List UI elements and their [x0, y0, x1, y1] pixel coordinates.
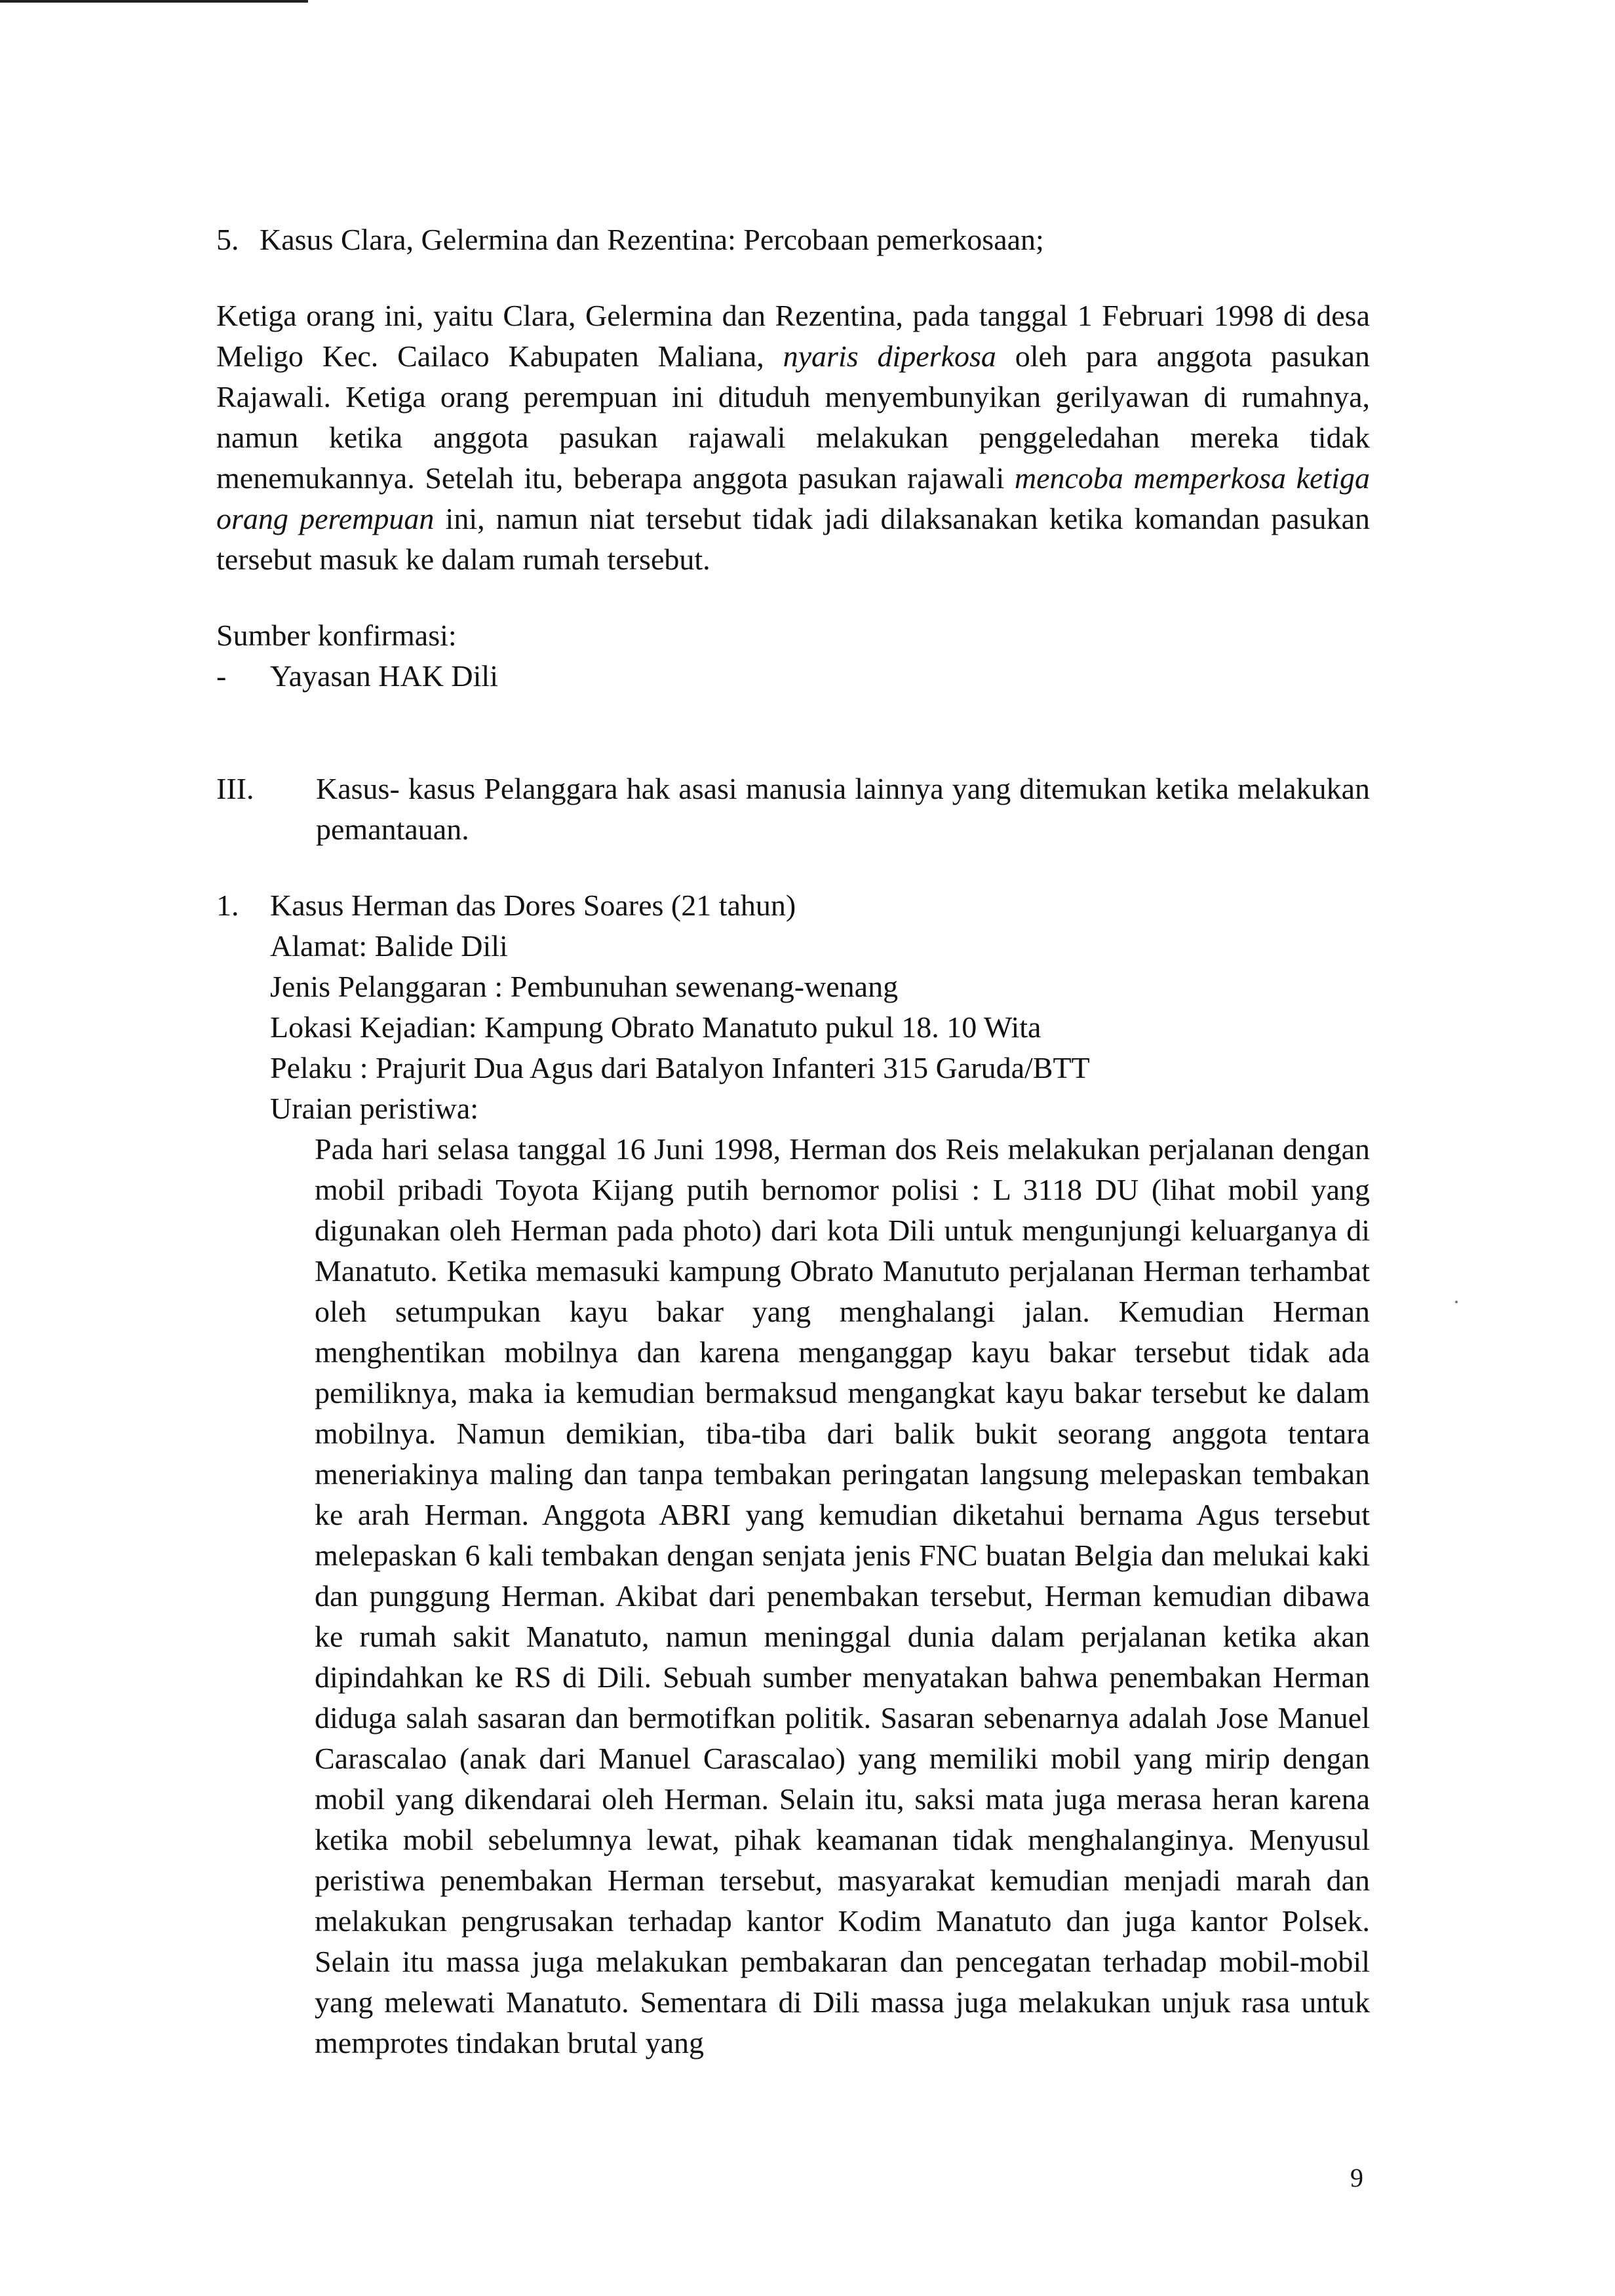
case-1-address: Alamat: Balide Dili	[270, 929, 508, 963]
section-3-numeral: III.	[216, 772, 254, 805]
case-1-narrative: Pada hari selasa tanggal 16 Juni 1998, Herman dos Reis melakukan perjalanan dengan mobil pribadi Toyota Kijang putih bernomor polisi : L 3118 DU (lihat mobil yang digunakan oleh Herman pada photo) dari kota Dili untuk mengunjungi keluarganya di Manatuto. Ketika memasuki kampung Obrato Manututo perjalanan Herman terhambat oleh setumpukan kayu bakar yang menghalangi jalan. Kemudian Herman menghentikan mobilnya dan karena menganggap kayu bakar tersebut tidak ada pemiliknya, maka ia kemudian bermaksud mengangkat kayu bakar tersebut ke dalam mobilnya. Namun demikian, tiba-tiba dari balik bukit seorang anggota tentara meneriakinya maling dan tanpa tembakan peringatan langsung melepaskan tembakan ke arah Herman. Anggota ABRI yang kemudian diketahui bernama Agus tersebut melepaskan 6 kali tembakan dengan senjata jenis FNC buatan Belgia dan melukai kaki dan punggung Herman. Akibat dari penembakan tersebut, Herman kemudian dibawa ke rumah sakit Manatuto, namun meninggal dunia dalam perjalanan ketika akan dipindahkan ke RS di Dili. Sebuah sumber menyatakan bahwa penembakan Herman diduga salah sasaran dan bermotifkan politik. Sasaran sebenarnya adalah Jose Manuel Carascalao (anak dari Manuel Carascalao) yang memiliki mobil yang mirip dengan mobil yang dikendarai oleh Herman. Selain itu, saksi mata juga merasa heran karena ketika mobil sebelumnya lewat, pihak keamanan tidak menghalanginya. Menyusul peristiwa penembakan Herman tersebut, masyarakat kemudian menjadi marah dan melakukan pengrusakan terhadap kantor Kodim Manatuto dan juga kantor Polsek. Selain itu massa juga melakukan pembakaran dan pencegatan terhadap mobil-mobil yang melewati Manatuto. Sementara di Dili massa juga melakukan unjuk rasa untuk memprotes tindakan brutal yang	[315, 1132, 1370, 2059]
case-5-title: Kasus Clara, Gelermina dan Rezentina: Percobaan pemerkosaan;	[260, 223, 1044, 256]
case-1-perpetrator: Pelaku : Prajurit Dua Agus dari Batalyon Infanteri 315 Garuda/BTT	[270, 1051, 1090, 1084]
paragraph-text-2: oleh para anggota pasukan Rajawali. Ketiga orang perempuan ini dituduh menyembunyikan gerilyawan di rumahnya, namun ketika anggota pasukan rajawali melakukan penggeledahan mereka tidak menemukannya. Setelah itu, beberapa anggota pasukan rajawali	[216, 339, 1370, 495]
case-1-violation: Jenis Pelanggaran : Pembunuhan sewenang-wenang	[270, 970, 899, 1003]
sources-label: Sumber konfirmasi:	[216, 619, 457, 652]
case-5-heading	[216, 220, 1370, 260]
case-1-number: 1.	[216, 889, 239, 922]
case-1	[216, 885, 1370, 2063]
paragraph-text-1: Ketiga orang ini, yaitu Clara, Gelermina dan Rezentina, pada tanggal 1 Februari 1998 di desa Meligo Kec. Cailaco Kabupaten Maliana,	[216, 299, 1370, 373]
case-1-location: Lokasi Kejadian: Kampung Obrato Manatuto pukul 18. 10 Wita	[270, 1010, 1041, 1044]
paragraph-text-3: ini, namun niat tersebut tidak jadi dilaksanakan ketika komandan pasukan tersebut masuk ke dalam rumah tersebut.	[216, 502, 1370, 576]
case-5-number: 5.	[216, 223, 239, 256]
list-dash: -	[216, 659, 227, 693]
page-number: 9	[1350, 2163, 1363, 2192]
scan-speck	[1455, 1301, 1458, 1303]
paragraph-italic-1: nyaris diperkosa	[783, 339, 996, 373]
section-3-title: Kasus- kasus Pelanggara hak asasi manusia lainnya yang ditemukan ketika melakukan pemantauan.	[316, 772, 1370, 846]
case-5-paragraph	[216, 296, 1370, 580]
document-page	[216, 220, 1370, 2063]
section-3-heading	[216, 769, 1370, 850]
case-1-title: Kasus Herman das Dores Soares (21 tahun)	[270, 889, 796, 922]
case-1-description-label: Uraian peristiwa:	[270, 1092, 479, 1125]
scan-edge-line	[0, 0, 308, 3]
case-1-body	[270, 885, 1370, 2063]
paragraph-italic-2: mencoba memperkosa ketiga orang perempuan	[216, 461, 1370, 535]
source-list-item	[216, 656, 1370, 697]
confirmation-sources	[216, 615, 1370, 697]
source-name: Yayasan HAK Dili	[270, 659, 498, 693]
